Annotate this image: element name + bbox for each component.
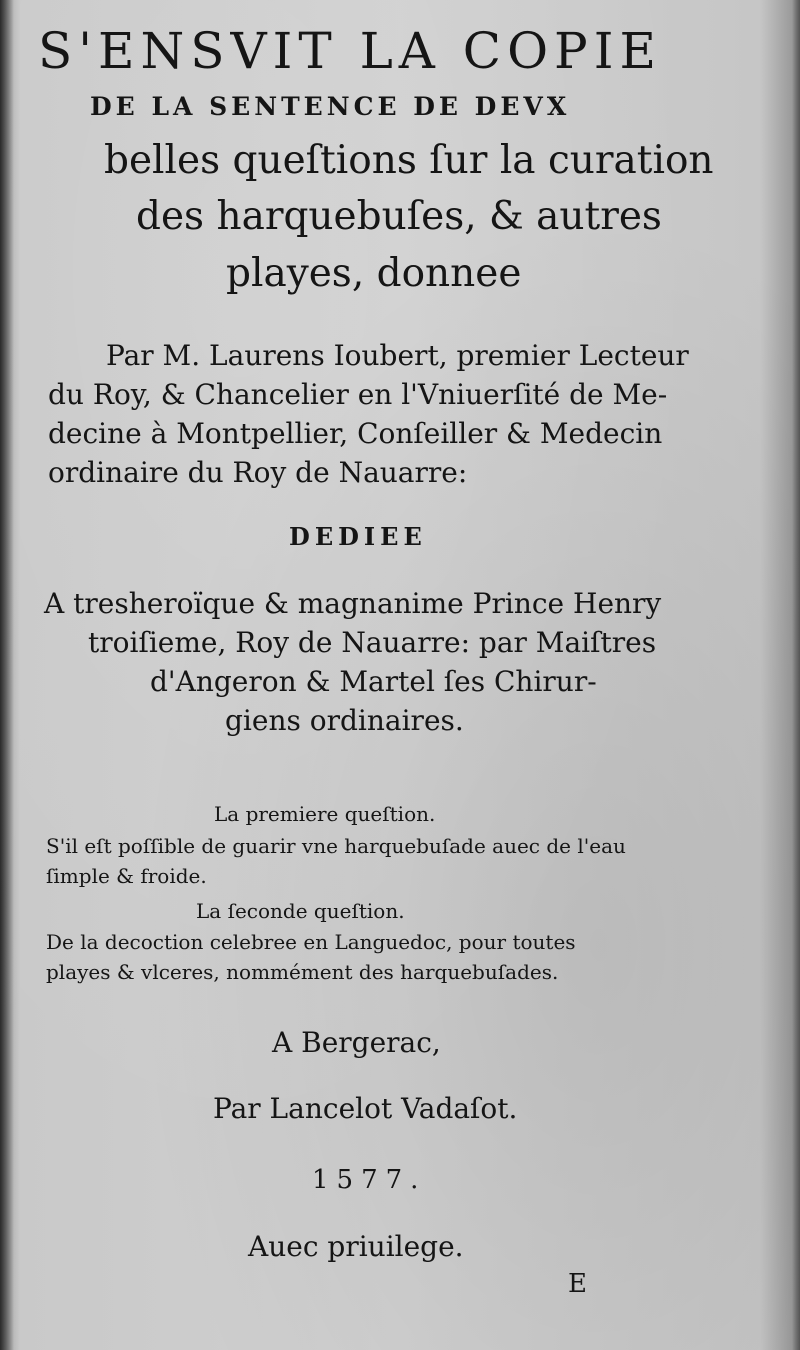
imprint-year: 1577. [312, 1165, 427, 1195]
imprint-place: A Bergerac, [272, 1026, 441, 1059]
first-question-heading: La premiere queſtion. [214, 802, 436, 826]
dedication-line-4: giens ordinaires. [225, 704, 464, 737]
dedication-heading: DEDIEE [289, 522, 427, 551]
second-question-heading: La ſeconde queſtion. [196, 899, 405, 923]
title-line-1: S'ENSVIT LA COPIE [38, 22, 662, 80]
imprint-printer: Par Lancelot Vadaſot. [213, 1092, 518, 1125]
signature-mark: E [568, 1269, 587, 1299]
privilege-line: Auec priuilege. [248, 1230, 464, 1263]
page-edge [792, 0, 800, 1350]
binding-shadow [0, 0, 14, 1350]
first-question-line-1: S'il eſt poſſible de guarir vne harquebuſade auec de l'eau [46, 834, 626, 858]
first-question-line-2: ſimple & froide. [46, 864, 207, 888]
author-line-1: Par M. Laurens Ioubert, premier Lecteur [106, 339, 689, 372]
dedication-line-1: A tresheroïque & magnanime Prince Henry [44, 587, 662, 620]
dedication-line-3: d'Angeron & Martel ſes Chirur- [150, 665, 597, 698]
title-line-4: des harquebuſes, & autres [136, 194, 662, 239]
author-line-3: decine à Montpellier, Conſeiller & Medecin [48, 417, 663, 450]
author-line-4: ordinaire du Roy de Nauarre: [48, 456, 468, 489]
author-line-2: du Roy, & Chancelier en l'Vniuerſité de Me- [48, 378, 668, 411]
second-question-line-1: De la decoction celebree en Languedoc, pour toutes [46, 930, 576, 954]
title-line-5: playes, donnee [226, 251, 522, 296]
dedication-line-2: troiſieme, Roy de Nauarre: par Maiſtres [88, 626, 657, 659]
second-question-line-2: playes & vlceres, nommément des harquebuſades. [46, 960, 559, 984]
title-line-3: belles queſtions ſur la curation [104, 138, 714, 183]
title-line-2: DE LA SENTENCE DE DEVX [90, 92, 571, 121]
